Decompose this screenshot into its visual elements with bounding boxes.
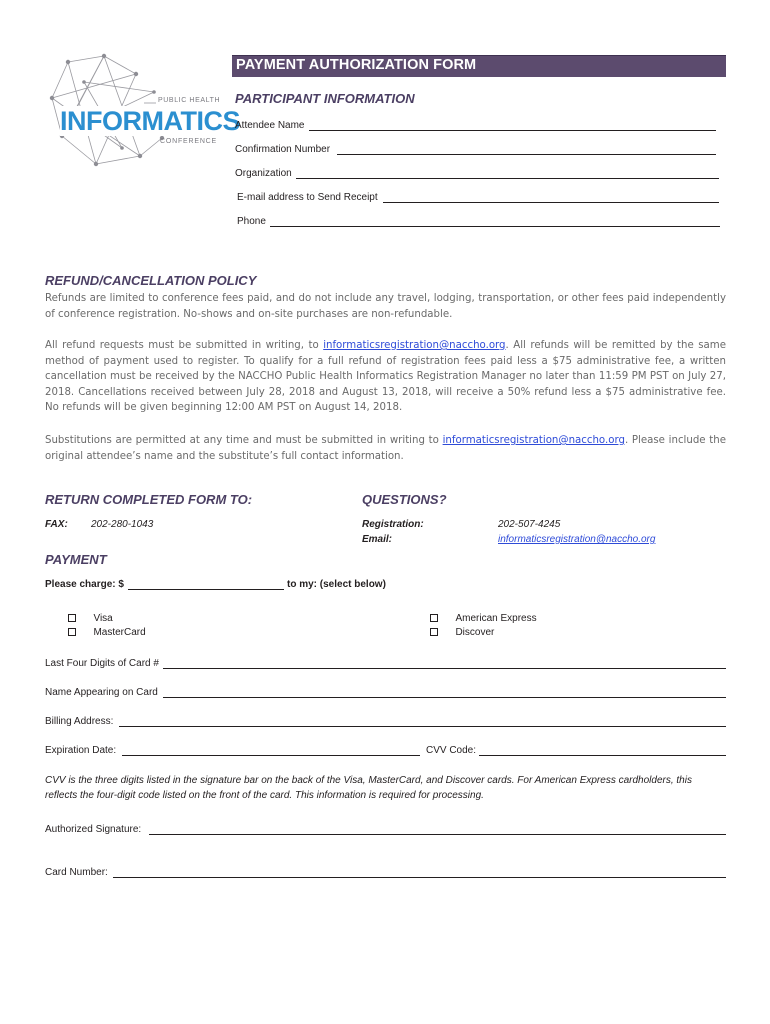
card-number-label: Card Number:: [45, 867, 108, 878]
cvv-label: CVV Code:: [426, 745, 477, 756]
refund-p2-text-end: . All refunds will be remitted by the same method of payment used to register. To qualify for a full refund of registration fees paid less a $75 administrative fee, a written cancellation must be received by the NACCHO Public Health Informatics Registration Manager no later than 11:59 PM PST on July 27, 2018. Cancellations received between July 28, 2018 and August 13, 2018, will receive a 50% refund less a $75 administrative fee. No refunds will be given beginning 12:00 AM PST on August 14, 2018.: [45, 340, 726, 414]
confirmation-number-label: Confirmation Number: [235, 144, 331, 155]
logo-line2: INFORMATICS: [60, 106, 240, 136]
amex-checkbox[interactable]: [430, 614, 438, 622]
mastercard-label: MasterCard: [93, 627, 146, 638]
signature-label: Authorized Signature:: [45, 824, 142, 835]
expiration-label: Expiration Date:: [45, 745, 117, 756]
discover-label: Discover: [455, 627, 495, 638]
participant-heading: PARTICIPANT INFORMATION: [235, 91, 415, 106]
signature-field[interactable]: [149, 834, 726, 835]
charge-suffix: to my: (select below): [287, 579, 386, 590]
substitution-email-link[interactable]: informaticsregistration@naccho.org: [442, 435, 625, 446]
phone-label: Phone: [237, 216, 266, 227]
discover-option[interactable]: [430, 622, 494, 640]
mastercard-option[interactable]: [68, 622, 146, 640]
substitution-text-end: . Please include the original attendee’s name and the substitute’s full contact information.: [45, 435, 726, 462]
email-receipt-field[interactable]: [383, 202, 719, 203]
billing-address-label: Billing Address:: [45, 716, 114, 727]
amex-label: American Express: [455, 613, 537, 624]
billing-address-field[interactable]: [119, 726, 726, 727]
name-on-card-label: Name Appearing on Card: [45, 687, 158, 698]
logo-line1: PUBLIC HEALTH: [158, 97, 221, 104]
name-on-card-field[interactable]: [163, 697, 726, 698]
fax-value: 202-280-1043: [91, 519, 154, 530]
registration-label: Registration:: [362, 519, 424, 530]
card-number-field[interactable]: [113, 877, 726, 878]
refund-p2-text-start: All refund requests must be submitted in writing, to: [45, 340, 324, 351]
organization-field[interactable]: [296, 178, 719, 179]
substitution-paragraph: [45, 433, 726, 464]
cvv-note: CVV is the three digits listed in the signature bar on the back of the Visa, MasterCard, and Discover cards. For American Express cardholders, this reflects the four-digit code listed on the front of the card. This information is required for processing.: [45, 775, 692, 801]
visa-label: Visa: [93, 613, 113, 624]
questions-heading: QUESTIONS?: [362, 492, 447, 507]
payment-heading: PAYMENT: [45, 552, 107, 567]
refund-paragraph-2: [45, 338, 726, 416]
visa-checkbox[interactable]: [68, 614, 76, 622]
conference-logo: [44, 52, 240, 172]
refund-paragraph-1: Refunds are limited to conference fees paid, and do not include any travel, lodging, transportation, or other fees paid independently of conference registration. No-shows and on-site purchases are non-refundable.: [45, 293, 726, 320]
charge-prefix: Please charge: $: [45, 579, 124, 590]
refund-email-link[interactable]: informaticsregistration@naccho.org: [323, 340, 506, 351]
logo-line3: CONFERENCE: [160, 138, 218, 145]
attendee-name-label: Attendee Name: [235, 120, 305, 131]
refund-heading: REFUND/CANCELLATION POLICY: [45, 273, 257, 288]
charge-amount-field[interactable]: [128, 589, 284, 590]
mastercard-checkbox[interactable]: [68, 628, 76, 636]
phone-field[interactable]: [270, 226, 720, 227]
form-title: PAYMENT AUTHORIZATION FORM: [236, 57, 477, 73]
last-four-field[interactable]: [163, 668, 726, 669]
substitution-text-start: Substitutions are permitted at any time and must be submitted in writing to: [45, 435, 443, 446]
email-label: Email:: [362, 534, 393, 545]
discover-checkbox[interactable]: [430, 628, 438, 636]
registration-phone: 202-507-4245: [498, 519, 561, 530]
return-heading: RETURN COMPLETED FORM TO:: [45, 492, 253, 507]
confirmation-number-field[interactable]: [337, 154, 716, 155]
questions-email-link[interactable]: informaticsregistration@naccho.org: [498, 534, 656, 545]
last-four-label: Last Four Digits of Card #: [45, 658, 159, 669]
cvv-field[interactable]: [479, 755, 726, 756]
fax-label: FAX:: [45, 519, 68, 530]
organization-label: Organization: [235, 168, 292, 179]
expiration-field[interactable]: [122, 755, 420, 756]
attendee-name-field[interactable]: [309, 130, 716, 131]
email-receipt-label: E-mail address to Send Receipt: [237, 192, 378, 203]
